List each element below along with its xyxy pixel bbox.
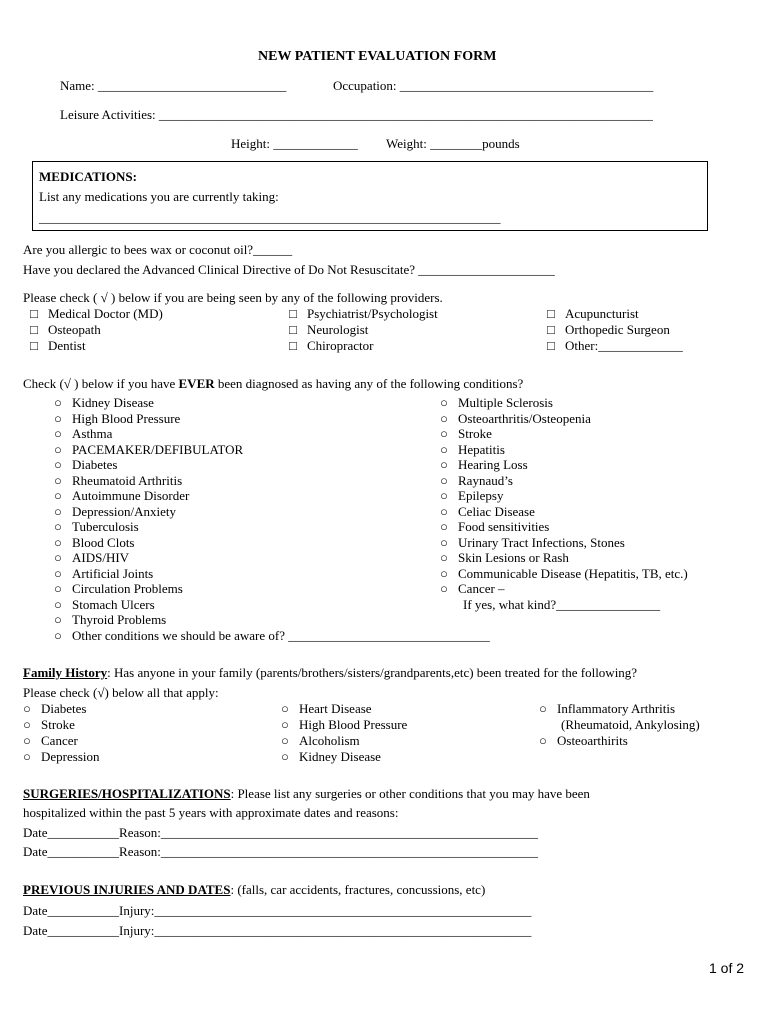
condition-item[interactable] [54,519,139,535]
family-item-label: Cancer [41,733,78,748]
condition-item[interactable] [440,581,505,597]
checkbox-icon[interactable]: □ [289,338,297,353]
bullet-circle-icon[interactable]: ○ [440,472,448,488]
bullet-circle-icon[interactable]: ○ [54,488,62,503]
bullet-circle-icon[interactable]: ○ [440,395,448,410]
family-item-label: Inflammatory Arthritis [557,701,676,716]
provider-option[interactable] [30,338,86,354]
condition-item-label: Rheumatoid Arthritis [72,472,183,488]
condition-item[interactable] [54,535,135,551]
bullet-circle-icon[interactable]: ○ [440,534,448,550]
condition-item[interactable] [440,504,535,520]
family-item-label: Depression [41,749,100,764]
bullet-circle-icon: ○ [539,701,547,716]
condition-item-label: Food sensitivities [458,519,550,534]
height-field[interactable]: Height: _____________ [231,136,358,151]
bullet-circle-icon[interactable]: ○ [54,596,62,612]
condition-item[interactable] [54,612,166,628]
provider-option-label: Medical Doctor (MD) [48,306,163,321]
surgeries-heading: SURGERIES/HOSPITALIZATIONS [23,786,231,801]
bullet-circle-icon[interactable]: ○ [23,701,31,716]
family-history-question: : Has anyone in your family (parents/brothers/sisters/grandparents,etc) been treated for the following? [107,665,638,680]
bullet-circle-icon[interactable]: ○ [440,503,448,519]
checkbox-icon[interactable]: □ [547,306,555,321]
family-item-label: Diabetes [41,701,87,716]
bullet-circle-icon[interactable]: ○ [23,717,31,732]
checkbox-icon[interactable]: □ [289,322,297,337]
condition-item[interactable] [54,457,117,473]
family-item[interactable] [281,733,360,749]
bullet-circle-icon[interactable]: ○ [440,426,448,441]
family-item[interactable] [23,717,75,733]
condition-item-label: Diabetes [72,457,118,472]
family-item-label: Stroke [41,717,75,732]
bullet-circle-icon[interactable]: ○ [54,581,62,596]
bullet-circle-icon[interactable]: ○ [54,395,62,410]
condition-item-label: Kidney Disease [72,395,154,410]
provider-option[interactable] [30,306,163,322]
allergy-question[interactable]: Are you allergic to bees wax or coconut oil?______ [23,242,293,257]
provider-option-label: Acupuncturist [565,306,639,321]
family-item-label: High Blood Pressure [299,717,408,732]
bullet-circle-icon[interactable]: ○ [54,472,62,488]
family-history-text [23,665,637,681]
condition-item[interactable] [54,488,189,504]
condition-item-label: High Blood Pressure [72,410,181,426]
condition-item[interactable] [440,457,528,473]
conditions-intro-ever: EVER [178,376,215,391]
condition-item-label: Communicable Disease (Hepatitis, TB, etc.) [458,565,688,581]
surgery-line-2[interactable]: Date___________Reason:__________________________________________________________ [23,844,538,859]
bullet-circle-icon[interactable]: ○ [281,749,289,764]
condition-item-label: Stroke [458,426,492,441]
checkbox-icon[interactable]: □ [30,322,38,337]
condition-item-label: Skin Lesions or Rash [458,550,569,565]
bullet-circle-icon[interactable]: ○ [440,488,448,503]
provider-option-label: Psychiatrist/Psychologist [307,306,438,321]
family-check-instruction: Please check (√) below all that apply: [23,685,219,700]
bullet-circle-icon[interactable]: ○ [23,733,31,748]
provider-option-label: Neurologist [307,322,369,337]
condition-item[interactable] [54,597,155,613]
condition-item[interactable] [54,442,243,458]
page-number: 1 of 2 [709,960,745,976]
provider-option[interactable] [547,306,639,322]
provider-option[interactable] [547,322,670,338]
condition-item[interactable] [440,519,549,535]
family-history-heading: Family History [23,665,108,680]
conditions-intro-start: Check (√ ) below if you have [23,376,179,391]
occupation-field[interactable]: Occupation: _______________________________________ [333,78,654,93]
provider-option-label: Orthopedic Surgeon [565,322,670,337]
bullet-circle-icon[interactable]: ○ [54,441,62,457]
injuries-text [23,882,485,898]
family-item-label: Osteoarthirits [557,733,628,748]
condition-item[interactable] [440,488,504,504]
condition-item-label: Blood Clots [72,534,135,550]
medications-prompt: List any medications you are currently taking: [39,189,279,204]
family-item[interactable] [281,749,381,765]
condition-item-label: Asthma [72,426,113,441]
condition-item[interactable] [54,411,180,427]
bullet-circle-icon[interactable]: ○ [54,503,62,519]
condition-item-label: Raynaud’s [458,472,513,488]
directive-question[interactable]: Have you declared the Advanced Clinical Directive of Do Not Resuscitate? _____________________ [23,262,555,277]
provider-option[interactable] [289,306,438,322]
family-item-label: Alcoholism [299,733,360,748]
medications-box [32,161,708,231]
bullet-circle-icon[interactable]: ○ [281,701,289,716]
surgeries-instruction: : Please list any surgeries or other conditions that you may have been [230,786,590,801]
conditions-intro-end: been diagnosed as having any of the following conditions? [214,376,524,391]
condition-item-label: Autoimmune Disorder [72,488,190,503]
bullet-circle-icon[interactable]: ○ [281,717,289,732]
medications-input-line[interactable]: _______________________________________________________________________ [39,210,501,225]
bullet-circle-icon[interactable]: ○ [440,410,448,426]
bullet-circle-icon[interactable]: ○ [54,410,62,426]
condition-item-label: Osteoarthritis/Osteopenia [458,410,591,426]
injuries-instruction: : (falls, car accidents, fractures, concussions, etc) [230,882,486,897]
bullet-circle-icon[interactable]: ○ [440,550,448,565]
surgery-line-1[interactable]: Date___________Reason:__________________________________________________________ [23,825,538,840]
bullet-circle-icon[interactable]: ○ [54,426,62,441]
provider-option[interactable] [30,322,101,338]
family-item[interactable] [281,701,372,717]
name-field[interactable]: Name: _____________________________ [60,78,287,93]
bullet-circle-icon[interactable]: ○ [54,612,62,627]
family-item[interactable] [539,733,628,749]
condition-item[interactable] [440,550,569,566]
condition-item[interactable] [54,628,490,644]
checkbox-icon[interactable]: □ [547,322,555,337]
condition-item-label: Hepatitis [458,441,505,457]
condition-item-label: Artificial Joints [72,565,154,581]
surgeries-text [23,786,590,802]
condition-item-label: Tuberculosis [72,519,139,534]
weight-field[interactable]: Weight: ________pounds [386,136,520,151]
family-item-label: Heart Disease [299,701,372,716]
condition-item-label: Circulation Problems [72,581,183,596]
surgeries-instruction-2: hospitalized within the past 5 years with approximate dates and reasons: [23,805,399,820]
providers-intro: Please check ( √ ) below if you are being seen by any of the following providers. [23,290,443,305]
bullet-circle-icon[interactable]: ○ [440,581,448,596]
family-item[interactable] [23,701,86,717]
family-item-note: (Rheumatoid, Ankylosing) [561,717,700,732]
conditions-intro [23,376,523,392]
condition-item[interactable] [440,411,591,427]
bullet-circle-icon[interactable]: ○ [54,627,62,643]
checkbox-icon[interactable]: □ [30,338,38,353]
condition-item-label: Multiple Sclerosis [458,395,553,410]
family-item[interactable] [23,749,100,765]
condition-item[interactable] [54,395,154,411]
injuries-heading: PREVIOUS INJURIES AND DATES [23,882,231,897]
bullet-circle-icon[interactable]: ○ [54,534,62,550]
condition-item-label: Other conditions we should be aware of? _______________________________ [72,627,490,643]
bullet-circle-icon[interactable]: ○ [281,733,289,748]
bullet-circle-icon[interactable]: ○ [440,565,448,581]
family-item[interactable] [23,733,78,749]
checkbox-icon[interactable]: □ [289,306,297,321]
condition-item-label: Stomach Ulcers [72,596,155,612]
condition-item-label: Hearing Loss [458,457,528,472]
provider-option[interactable] [547,338,683,354]
condition-item-label: Epilepsy [458,488,504,503]
provider-option-label: Osteopath [48,322,101,337]
condition-item[interactable] [54,581,183,597]
family-item-label: Kidney Disease [299,749,381,764]
condition-item[interactable] [440,395,553,411]
condition-item[interactable] [54,550,129,566]
cancer-kind-field[interactable]: If yes, what kind?________________ [463,597,661,612]
provider-option-label: Other:_____________ [565,338,683,353]
provider-option[interactable] [289,338,373,354]
family-item[interactable] [281,717,407,733]
condition-item-label: AIDS/HIV [72,550,130,565]
condition-item[interactable] [54,566,153,582]
injury-line-1[interactable]: Date___________Injury:__________________________________________________________ [23,903,532,918]
condition-item[interactable] [54,473,182,489]
bullet-circle-icon[interactable]: ○ [54,565,62,581]
injury-line-2[interactable]: Date___________Injury:__________________________________________________________ [23,923,532,938]
condition-item-label: Urinary Tract Infections, Stones [458,534,625,550]
bullet-circle-icon[interactable]: ○ [54,550,62,565]
bullet-circle-icon[interactable]: ○ [440,519,448,534]
provider-option-label: Chiropractor [307,338,374,353]
checkbox-icon[interactable]: □ [547,338,555,353]
condition-item-label: Thyroid Problems [72,612,167,627]
provider-option-label: Dentist [48,338,86,353]
form-title: NEW PATIENT EVALUATION FORM [258,49,497,64]
condition-item[interactable] [440,535,625,551]
bullet-circle-icon[interactable]: ○ [54,457,62,472]
bullet-circle-icon[interactable]: ○ [440,457,448,472]
condition-item-label: Depression/Anxiety [72,503,176,519]
bullet-circle-icon[interactable]: ○ [23,749,31,764]
medications-heading: MEDICATIONS: [39,169,137,184]
condition-item[interactable] [440,426,492,442]
condition-item-label: Cancer – [458,581,505,596]
bullet-circle-icon[interactable]: ○ [440,441,448,457]
provider-option[interactable] [289,322,368,338]
condition-item-label: Celiac Disease [458,503,535,519]
condition-item[interactable] [440,473,513,489]
checkbox-icon[interactable]: □ [30,306,38,321]
bullet-circle-icon: ○ [539,733,547,748]
condition-item[interactable] [54,426,112,442]
condition-item[interactable] [440,442,505,458]
condition-item[interactable] [54,504,176,520]
condition-item[interactable] [440,566,688,582]
bullet-circle-icon[interactable]: ○ [54,519,62,534]
family-item[interactable] [539,701,675,717]
condition-item-label: PACEMAKER/DEFIBULATOR [72,441,244,457]
leisure-activities-field[interactable]: Leisure Activities: ____________________________________________________________________________ [60,107,653,122]
